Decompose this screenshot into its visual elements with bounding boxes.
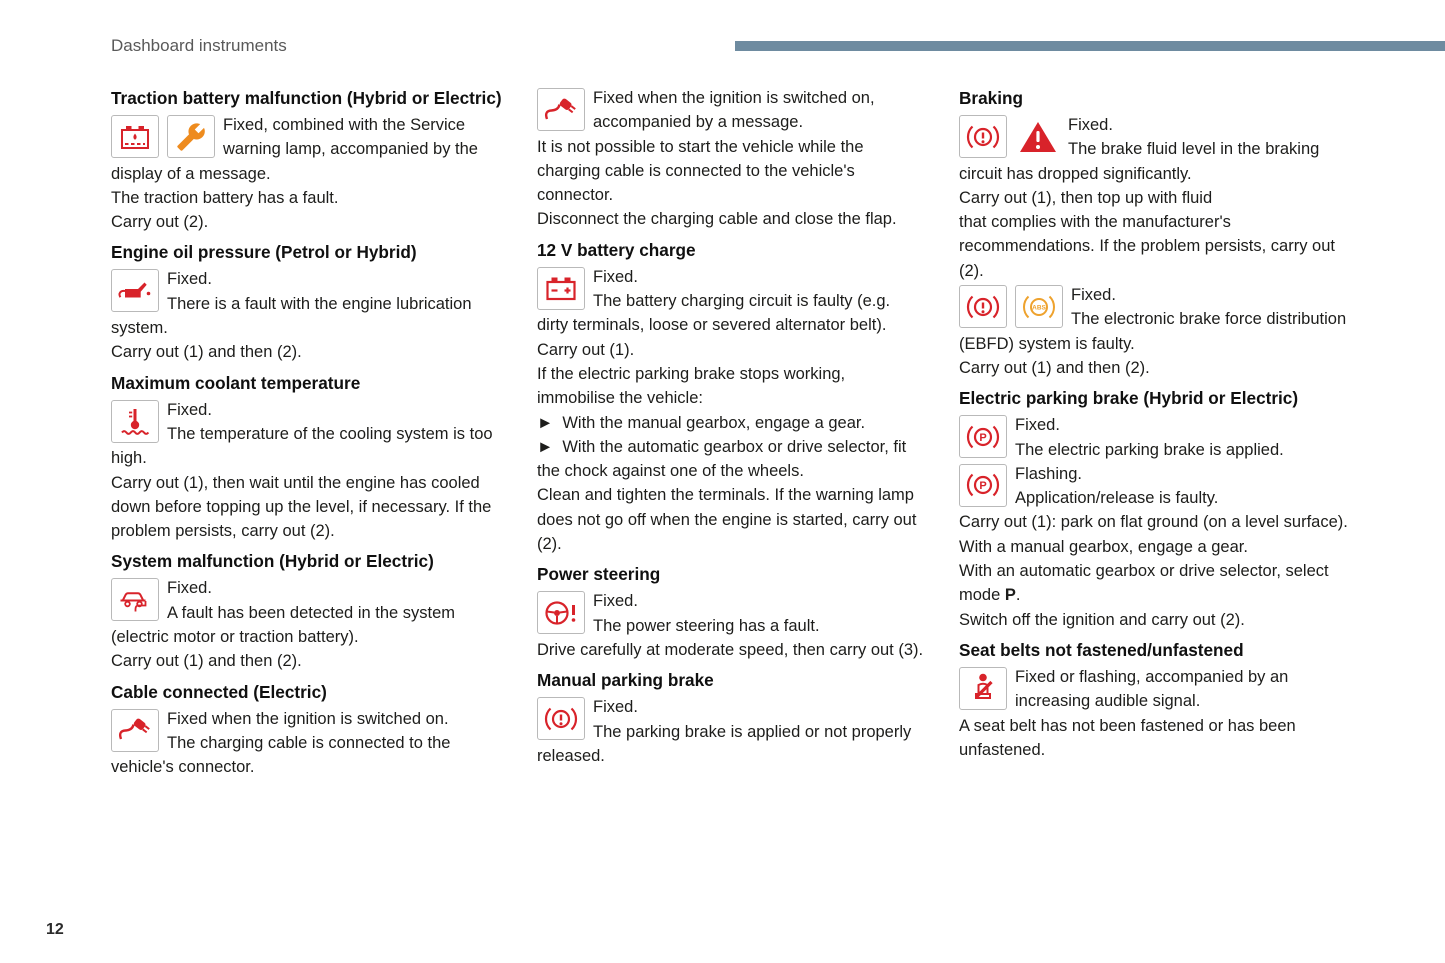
- battery-charge-icon: [537, 267, 585, 310]
- engine-oil-icon: [111, 269, 159, 312]
- lamp-state-text: Fixed.: [167, 400, 212, 419]
- lamp-state-text: Fixed.: [167, 579, 212, 598]
- section-maximum-coolant-temperature: [111, 371, 503, 544]
- bullet-item: [537, 411, 925, 435]
- warning-entry: [111, 707, 503, 780]
- section-heading: Maximum coolant temperature: [111, 372, 361, 393]
- parking-brake-warning-icon: [959, 115, 1007, 158]
- action-text-part: .: [1015, 586, 1021, 605]
- header-accent-bar: [735, 41, 1445, 51]
- section-heading: Engine oil pressure (Petrol or Hybrid): [111, 242, 417, 263]
- warning-entry: [111, 267, 503, 364]
- fault-description: The traction battery has a fault.: [111, 188, 339, 207]
- lamp-state-text: Fixed or flashing, accompanied by an increasing audible signal.: [1015, 667, 1289, 711]
- fault-description: The electric parking brake is applied.: [1015, 440, 1284, 459]
- warning-entry: [959, 283, 1357, 380]
- coolant-temperature-icon: [111, 400, 159, 443]
- fault-description: Application/release is faulty.: [1015, 489, 1219, 508]
- action-text: Carry out (1), then wait until the engine has cooled down before topping up the level, if necessary. If the problem persists, carry out (2).: [111, 473, 492, 541]
- action-text: that complies with the manufacturer's recommendations. If the problem persists, carry out (2).: [959, 213, 1335, 280]
- action-text: Disconnect the charging cable and close the flap.: [537, 210, 897, 229]
- fault-description: A fault has been detected in the system (electric motor or traction battery).: [111, 603, 456, 647]
- lamp-state-text: Fixed.: [167, 270, 212, 289]
- lamp-state-text: Fixed.: [1068, 116, 1113, 134]
- lamp-state-text: Fixed, combined with the Service warning lamp, accompanied by the display of a message.: [111, 116, 478, 183]
- section-heading: Power steering: [537, 564, 661, 585]
- section-heading: Manual parking brake: [537, 670, 714, 691]
- section-12v-battery-charge: [537, 238, 925, 557]
- fault-description: The brake fluid level in the braking circuit has dropped significantly.: [959, 140, 1320, 183]
- action-text: Carry out (1) and then (2).: [959, 358, 1150, 377]
- action-text: Carry out (2).: [111, 213, 209, 232]
- fault-description: The power steering has a fault.: [593, 616, 820, 635]
- warning-entry: [537, 589, 925, 662]
- warning-entry: [959, 413, 1357, 462]
- fault-description: The electronic brake force distribution (EBFD) system is faulty.: [959, 310, 1347, 353]
- lamp-state-text: Fixed when the ignition is switched on, accompanied by a message.: [593, 89, 875, 132]
- warning-entry: [537, 86, 925, 232]
- electric-parking-brake-icon: [959, 464, 1007, 507]
- warning-entry: [111, 576, 503, 673]
- fault-description: The parking brake is applied or not properly released.: [537, 722, 912, 765]
- action-text: Drive carefully at moderate speed, then carry out (3).: [537, 640, 924, 659]
- section-power-steering: [537, 562, 925, 662]
- mode-p-label: P: [1004, 586, 1016, 605]
- warning-entry: [959, 113, 1357, 283]
- action-text: Carry out (1) and then (2).: [111, 343, 302, 362]
- warning-entry: [111, 113, 503, 234]
- action-text: [959, 559, 1357, 608]
- warning-entry: [959, 665, 1357, 762]
- warning-entry: [537, 265, 925, 557]
- system-malfunction-icon: [111, 578, 159, 621]
- action-text-part: With an automatic gearbox or drive selector, select mode: [959, 562, 1329, 605]
- warning-entry: [959, 462, 1357, 511]
- electric-parking-brake-icon: [959, 415, 1007, 458]
- warning-entry: [537, 695, 925, 768]
- lamp-state-text: Fixed.: [1015, 416, 1060, 435]
- fault-description: The temperature of the cooling system is too high.: [111, 424, 493, 468]
- section-heading: Braking: [959, 88, 1023, 108]
- bullet-text: With the manual gearbox, engage a gear.: [562, 413, 866, 432]
- action-text: Carry out (1).: [537, 340, 635, 359]
- section-seat-belts: [959, 638, 1357, 762]
- section-heading: Seat belts not fastened/unfastened: [959, 639, 1244, 660]
- section-braking: [959, 86, 1357, 380]
- seat-belt-icon: [959, 667, 1007, 710]
- column-2: [537, 86, 925, 780]
- section-heading: System malfunction (Hybrid or Electric): [111, 551, 434, 572]
- page-header-title: Dashboard instruments: [111, 36, 287, 55]
- lamp-state-text: Fixed.: [1071, 286, 1116, 305]
- action-text: If the electric parking brake stops working, immobilise the vehicle:: [537, 364, 846, 408]
- bullet-item: [537, 435, 925, 484]
- section-heading: Traction battery malfunction (Hybrid or Electric): [111, 88, 502, 108]
- traction-battery-icon: [111, 115, 159, 158]
- section-system-malfunction: [111, 549, 503, 673]
- fault-description: The charging cable is connected to the vehicle's connector.: [111, 733, 451, 777]
- warning-triangle-icon: [1015, 115, 1060, 158]
- svg-text:P: P: [979, 431, 987, 444]
- lamp-state-text: Fixed.: [593, 698, 638, 717]
- charging-cable-icon: [537, 88, 585, 131]
- fault-description: A seat belt has not been fastened or has been unfastened.: [959, 716, 1296, 759]
- action-text: Switch off the ignition and carry out (2).: [959, 610, 1245, 629]
- section-cable-connected-continued: [537, 86, 925, 232]
- warning-entry: [111, 398, 503, 544]
- section-heading: 12 V battery charge: [537, 239, 696, 260]
- action-text: Carry out (1): park on flat ground (on a level surface).: [959, 513, 1348, 532]
- column-3: [959, 86, 1357, 780]
- power-steering-icon: [537, 591, 585, 634]
- svg-text:P: P: [979, 480, 987, 493]
- content-columns: [111, 86, 1357, 780]
- charging-cable-icon: [111, 709, 159, 752]
- parking-brake-warning-icon: [537, 697, 585, 740]
- action-text: With a manual gearbox, engage a gear.: [959, 537, 1248, 556]
- fault-description: It is not possible to start the vehicle while the charging cable is connected to the vehicle's connector.: [537, 137, 864, 205]
- action-text: Clean and tighten the terminals. If the warning lamp does not go off when the engine is started, carry out (2).: [537, 486, 917, 554]
- section-engine-oil-pressure: [111, 240, 503, 364]
- section-cable-connected: [111, 680, 503, 780]
- section-heading: Electric parking brake (Hybrid or Electric): [959, 388, 1299, 409]
- section-electric-parking-brake: [959, 386, 1357, 632]
- abs-icon: [1015, 285, 1063, 328]
- action-text: Carry out (1), then top up with fluid: [959, 188, 1213, 207]
- lamp-state-text: Flashing.: [1015, 464, 1082, 483]
- bullet-marker: ►: [537, 437, 554, 456]
- parking-brake-warning-icon: [959, 285, 1007, 328]
- action-text: Carry out (1) and then (2).: [111, 652, 302, 671]
- section-heading: Cable connected (Electric): [111, 681, 327, 702]
- bullet-marker: ►: [537, 413, 554, 432]
- lamp-state-text: Fixed.: [593, 592, 638, 611]
- section-traction-battery-malfunction: [111, 86, 503, 234]
- fault-description: The battery charging circuit is faulty (e.g. dirty terminals, loose or severed alternator belt).: [537, 292, 891, 335]
- page-number: 12: [46, 921, 64, 938]
- svg-text:ABS: ABS: [1032, 304, 1046, 312]
- lamp-state-text: Fixed when the ignition is switched on.: [167, 709, 449, 728]
- column-1: [111, 86, 503, 780]
- bullet-text: With the automatic gearbox or drive selector, fit the chock against one of the wheels.: [537, 437, 907, 481]
- service-wrench-icon: [167, 115, 215, 158]
- fault-description: There is a fault with the engine lubrication system.: [111, 294, 472, 338]
- section-manual-parking-brake: [537, 668, 925, 768]
- lamp-state-text: Fixed.: [593, 267, 638, 286]
